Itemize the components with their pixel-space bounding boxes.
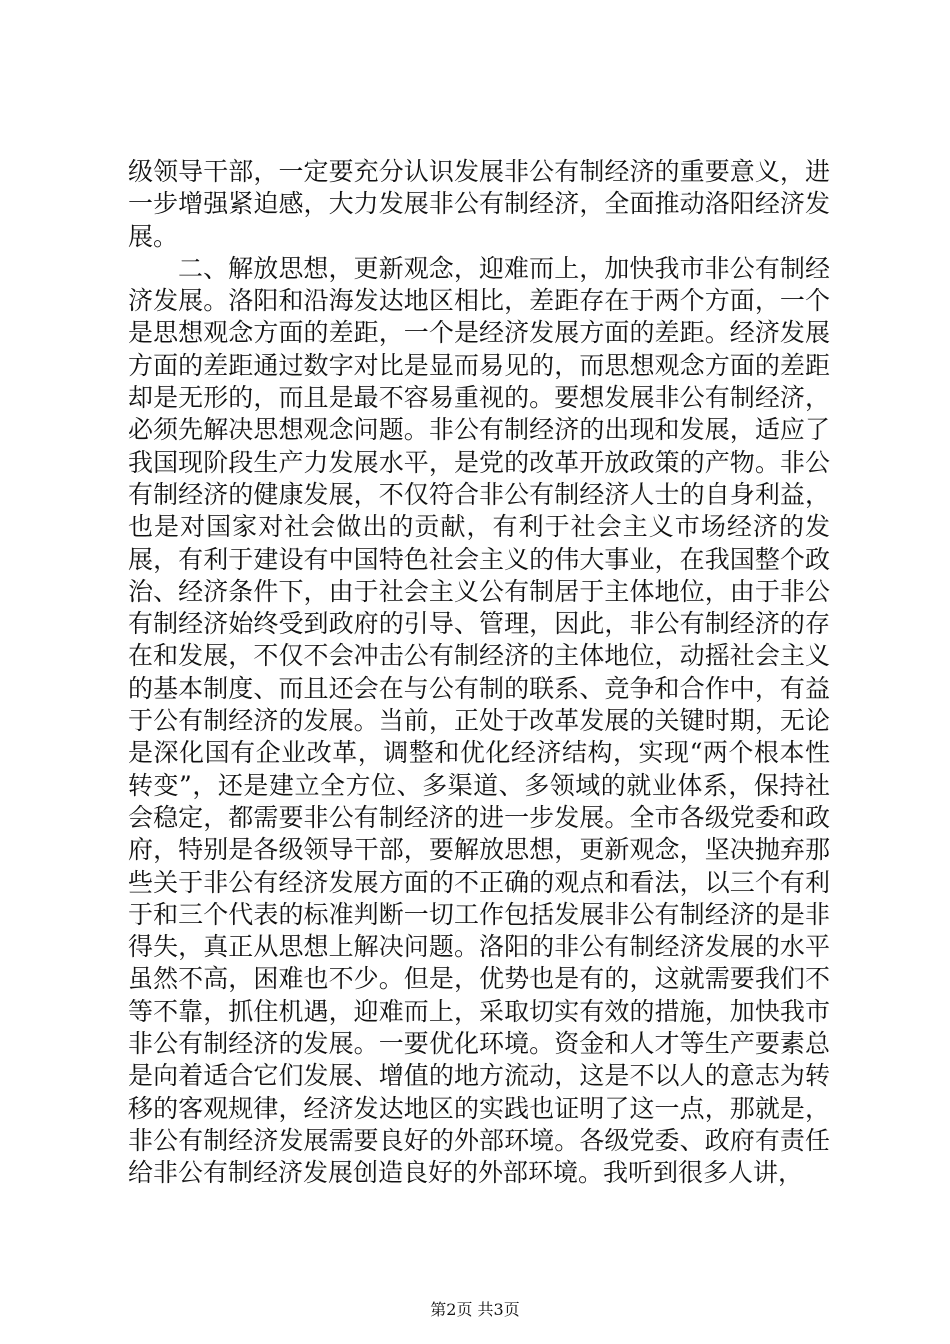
page-footer	[0, 1300, 950, 1320]
paragraph-1: 级领导干部，一定要充分认识发展非公有制经济的重要意义，进一步增强紧迫感，大力发展非公有制经济，全面推动洛阳经济发展。	[128, 157, 830, 251]
page-number-label: 第2页 共3页	[430, 1300, 520, 1319]
body-text	[128, 156, 830, 1190]
paragraph-2: 二、解放思想，更新观念，迎难而上，加快我市非公有制经济发展。洛阳和沿海发达地区相比，差距存在于两个方面，一个是思想观念方面的差距，一个是经济发展方面的差距。经济发展方面的差距通过数字对比是显而易见的，而思想观念方面的差距却是无形的，而且是最不容易重视的。要想发展非公有制经济，必须先解决思想观念问题。非公有制经济的出现和发展，适应了我国现阶段生产力发展水平，是党的改革开放政策的产物。非公有制经济的健康发展，不仅符合非公有制经济人士的自身利益，也是对国家对社会做出的贡献，有利于社会主义市场经济的发展，有利于建设有中国特色社会主义的伟大事业，在我国整个政治、经济条件下，由于社会主义公有制居于主体地位，由于非公有制经济始终受到政府的引导、管理，因此，非公有制经济的存在和发展，不仅不会冲击公有制经济的主体地位，动摇社会主义的基本制度、而且还会在与公有制的联系、竞争和合作中，有益于公有制经济的发展。当前，正处于改革发展的关键时期，无论是深化国有企业改革，调整和优化经济结构，实现“两个根本性转变”，还是建立全方位、多渠道、多领域的就业体系，保持社会稳定，都需要非公有制经济的进一步发展。全市各级党委和政府，特别是各级领导干部，要解放思想，更新观念，坚决抛弃那些关于非公有经济发展方面的不正确的观点和看法，以三个有利于和三个代表的标准判断一切工作包括发展非公有制经济的是非得失，真正从思想上解决问题。洛阳的非公有制经济发展的水平虽然不高，困难也不少。但是，优势也是有的，这就需要我们不等不靠，抓住机遇，迎难而上，采取切实有效的措施，加快我市非公有制经济的发展。一要优化环境。资金和人才等生产要素总是向着适合它们发展、增值的地方流动，这是不以人的意志为转移的客观规律，经济发达地区的实践也证明了这一点，那就是，非公有制经济发展需要良好的外部环境。各级党委、政府有责任给非公有制经济发展创造良好的外部环境。我听到很多人讲，	[128, 253, 830, 1188]
